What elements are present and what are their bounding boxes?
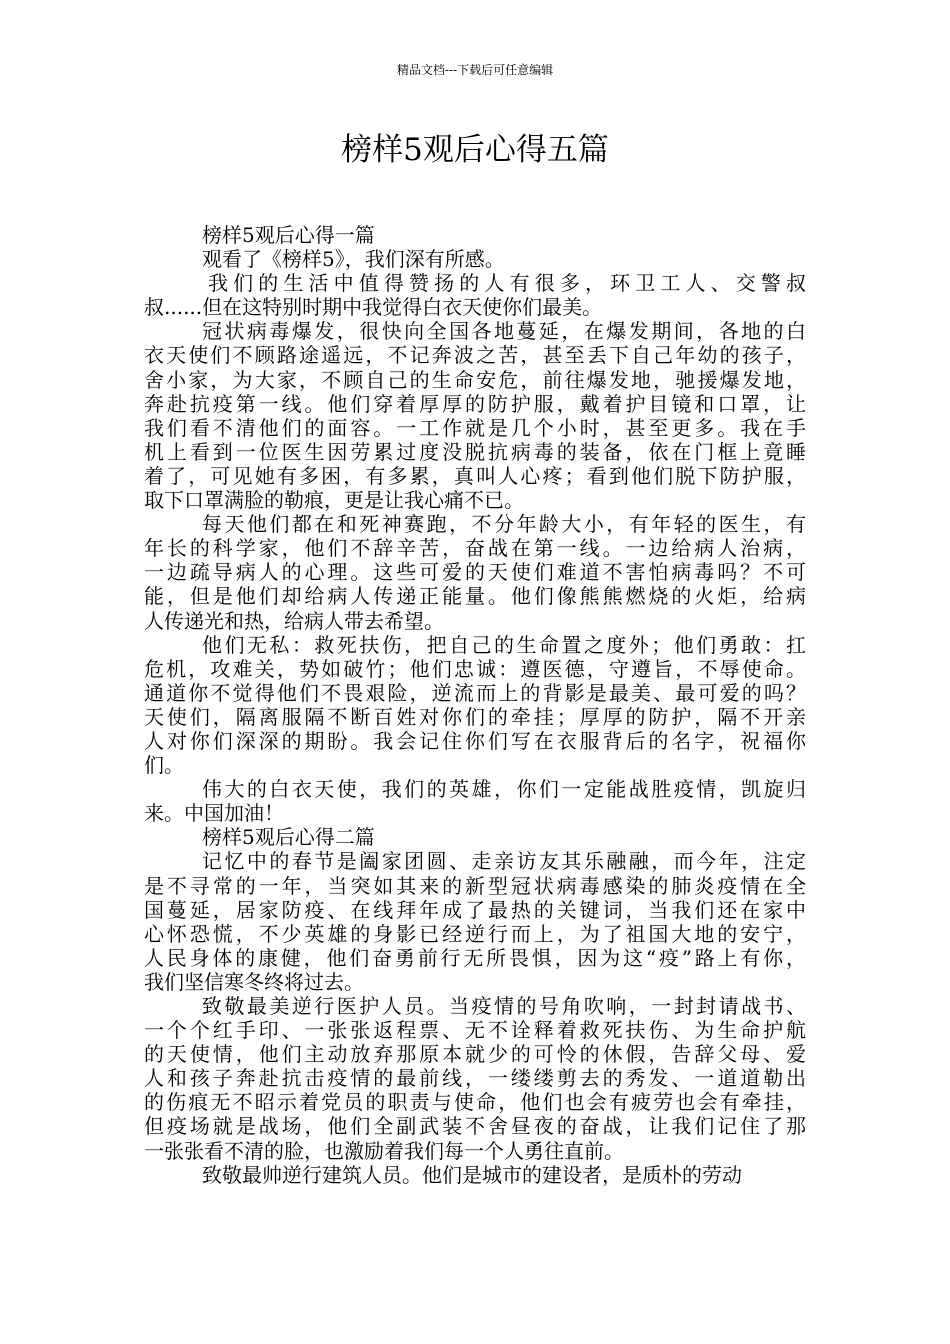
paragraph <box>144 319 806 512</box>
text-line: 记忆中的春节是阖家团圆、走亲访友其乐融融，而今年，注定 <box>202 849 806 874</box>
text-line: 冠状病毒爆发，很快向全国各地蔓延，在爆发期间，各地的白 <box>202 319 806 344</box>
text-line: 一张张看不清的脸，也激励着我们每一个人勇往直前。 <box>144 1138 624 1163</box>
text-line: 我们坚信寒冬终将过去。 <box>144 969 364 994</box>
text-line: 能，但是他们却给病人传递正能量。他们像熊熊燃烧的火炬，给病 <box>144 584 806 609</box>
paragraph <box>144 223 806 247</box>
text-line: 致敬最帅逆行建筑人员。他们是城市的建设者，是质朴的劳动 <box>202 1162 742 1187</box>
text-line: 一边疏导病人的心理。这些可爱的天使们难道不害怕病毒吗？不可 <box>144 560 806 585</box>
text-line: 通道你不觉得他们不畏艰险，逆流而上的背影是最美、最可爱的吗？ <box>144 680 806 705</box>
text-line: 致敬最美逆行医护人员。当疫情的号角吹响，一封封请战书、 <box>202 994 806 1018</box>
text-line: 奔赴抗疫第一线。他们穿着厚厚的防护服，戴着护目镜和口罩，让 <box>144 391 806 416</box>
text-line: 人对你们深深的期盼。我会记住你们写在衣服背后的名字，祝福你 <box>144 728 806 753</box>
paragraph <box>144 994 806 1163</box>
text-line: 他们无私：救死扶伤，把自己的生命置之度外；他们勇敢：扛 <box>202 632 806 657</box>
paragraph <box>144 825 806 849</box>
document-title: 榜样5观后心得五篇 <box>341 132 609 168</box>
text-line: 机上看到一位医生因劳累过度没脱抗病毒的装备，依在门框上竟睡 <box>144 439 806 464</box>
document-body <box>144 223 806 1187</box>
text-line: 但疫场就是战场，他们全副武装不舍昼夜的奋战，让我们记住了那 <box>144 1114 806 1139</box>
text-line: 衣天使们不顾路途遥远，不记奔波之苦，甚至丢下自己年幼的孩子， <box>144 343 806 368</box>
text-line: 伟大的白衣天使，我们的英雄，你们一定能战胜疫情，凯旋归 <box>202 777 806 802</box>
text-line: 取下口罩满脸的勒痕，更是让我心痛不已。 <box>144 488 524 513</box>
text-line: 们。 <box>144 753 184 778</box>
paragraph <box>144 849 806 994</box>
text-line: 我们的生活中值得赞扬的人有很多，环卫工人、交警叔 <box>208 271 806 296</box>
text-line: 国蔓延，居家防疫、在线拜年成了最热的关键词，当我们还在家中 <box>144 897 806 922</box>
text-line: 人传递光和热，给病人带去希望。 <box>144 608 444 633</box>
text-line: 着了，可见她有多困，有多累，真叫人心疼；看到他们脱下防护服， <box>144 463 806 488</box>
text-line: 一个个红手印、一张张返程票、无不诠释着救死扶伤、为生命护航 <box>144 1018 806 1043</box>
text-line: 是不寻常的一年，当突如其来的新型冠状病毒感染的肺炎疫情在全 <box>144 873 806 898</box>
text-line: 的伤痕无不昭示着党员的职责与使命，他们也会有疲劳也会有牵挂， <box>144 1090 806 1115</box>
paragraph <box>144 512 806 632</box>
paragraph <box>144 1163 806 1187</box>
text-line: 观看了《榜样5》，我们深有所感。 <box>202 247 505 272</box>
text-line: 我们看不清他们的面容。一工作就是几个小时，甚至更多。我在手 <box>144 415 806 440</box>
paragraph <box>144 633 806 778</box>
paragraph <box>144 777 806 825</box>
text-line: 人民身体的康健，他们奋勇前行无所畏惧，因为这“疫”路上有你， <box>144 945 806 970</box>
text-line: 榜样5观后心得二篇 <box>202 825 375 850</box>
text-line: 天使们，隔离服隔不断百姓对你们的牵挂；厚厚的防护，隔不开亲 <box>144 704 806 729</box>
text-line: 舍小家，为大家，不顾自己的生命安危，前往爆发地，驰援爆发地， <box>144 367 806 392</box>
text-line: 榜样5观后心得一篇 <box>202 223 375 247</box>
text-line: 的天使情，他们主动放弃那原本就少的可怜的休假，告辞父母、爱 <box>144 1042 806 1067</box>
text-line: 年长的科学家，他们不辞辛苦，奋战在第一线。一边给病人治病， <box>144 536 806 561</box>
paragraph <box>144 271 806 319</box>
text-line: 来。中国加油！ <box>144 801 284 826</box>
text-line: 每天他们都在和死神赛跑，不分年龄大小，有年轻的医生，有 <box>202 512 806 537</box>
paragraph <box>144 247 806 271</box>
text-line: 心怀恐慌，不少英雄的身影已经逆行而上，为了祖国大地的安宁， <box>144 921 806 946</box>
text-line: 叔......但在这特别时期中我觉得白衣天使你们最美。 <box>144 295 603 320</box>
text-line: 危机，攻难关，势如破竹；他们忠诚：遵医德，守遵旨，不辱使命。 <box>144 656 806 681</box>
text-line: 人和孩子奔赴抗击疫情的最前线，一缕缕剪去的秀发、一道道勒出 <box>144 1066 806 1091</box>
header-note: 精品文档---下载后可任意编辑 <box>396 63 554 77</box>
